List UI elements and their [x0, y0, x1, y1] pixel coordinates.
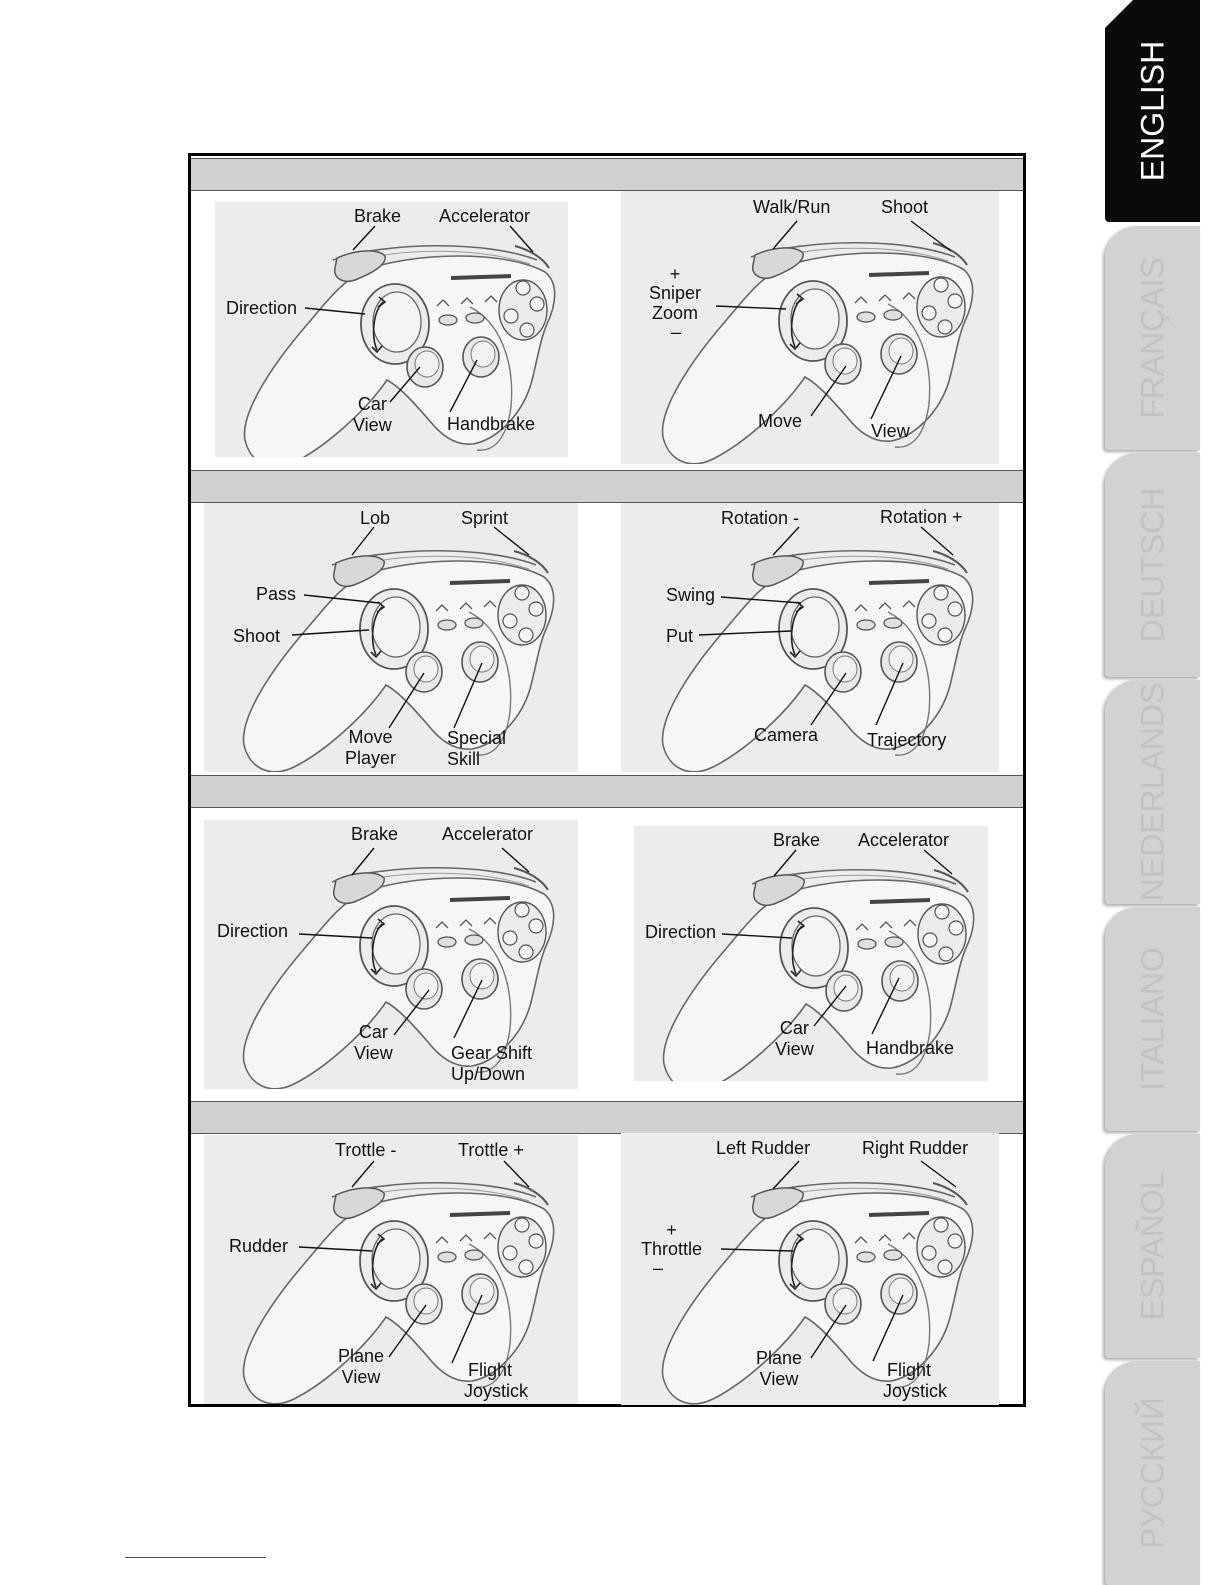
tab-espanol[interactable]: [1105, 1134, 1200, 1358]
tab-label: РУССКИЙ: [1134, 1397, 1170, 1549]
label-trottle-plus: Trottle +: [458, 1140, 524, 1160]
label-right-rudder: Right Rudder: [862, 1138, 969, 1158]
tab-russian[interactable]: [1105, 1361, 1200, 1585]
label-trajectory: Trajectory: [867, 730, 947, 750]
tab-label: ITALIANO: [1134, 947, 1170, 1091]
label-accelerator: Accelerator: [439, 206, 531, 226]
tab-english[interactable]: [1105, 0, 1200, 222]
tab-deutsch[interactable]: [1105, 453, 1200, 677]
gamepad-diagram-racing-alt: [634, 826, 988, 1081]
section-header-bar: [191, 1101, 1023, 1134]
label-special-skill: Special Skill: [447, 728, 507, 769]
tab-nederlands[interactable]: [1105, 680, 1200, 904]
label-left-rudder: Left Rudder: [716, 1138, 811, 1158]
label-view: View: [871, 421, 910, 441]
label-direction: Direction: [645, 922, 717, 942]
label-rotation-minus: Rotation -: [721, 508, 800, 528]
label-rudder: Rudder: [229, 1236, 289, 1256]
tab-label: NEDERLANDS: [1134, 682, 1170, 902]
section-header-bar: [191, 158, 1023, 191]
label-put: Put: [666, 626, 694, 646]
label-camera: Camera: [754, 725, 819, 745]
label-walk-run: Walk/Run: [753, 197, 831, 217]
label-handbrake: Handbrake: [866, 1038, 955, 1058]
label-flight-joystick: Flight Joystick: [883, 1360, 948, 1401]
label-sniper-zoom: + Sniper Zoom –: [649, 264, 702, 342]
gamepad-diagram-racing: [215, 202, 568, 457]
language-tabs: [1100, 0, 1225, 1585]
tab-label: ESPAÑOL: [1134, 1171, 1170, 1321]
label-accelerator: Accelerator: [442, 824, 534, 844]
tab-label: ENGLISH: [1134, 40, 1170, 182]
label-move: Move: [758, 411, 803, 431]
section-header-bar: [191, 470, 1023, 503]
tab-notch: [1103, 0, 1133, 30]
gamepad-diagram-flight-alt: [621, 1133, 999, 1405]
label-brake: Brake: [773, 830, 821, 850]
label-rotation-plus: Rotation +: [880, 507, 963, 527]
label-lob: Lob: [360, 508, 391, 528]
tab-label: FRANÇAIS: [1134, 257, 1170, 419]
label-gear-shift: Gear Shift Up/Down: [451, 1043, 533, 1084]
section-header-bar: [191, 775, 1023, 808]
label-shoot: Shoot: [233, 626, 281, 646]
label-trottle-minus: Trottle -: [335, 1140, 397, 1160]
label-brake: Brake: [354, 206, 402, 226]
label-flight-joystick: Flight Joystick: [464, 1360, 529, 1401]
gamepad-diagram-flight: [204, 1135, 578, 1404]
label-plane-view: Plane View: [756, 1348, 803, 1389]
label-swing: Swing: [666, 585, 716, 605]
label-car-view: Car View: [353, 394, 392, 435]
label-sprint: Sprint: [461, 508, 509, 528]
label-move-player: Move Player: [345, 727, 397, 768]
tab-label: DEUTSCH: [1134, 487, 1170, 643]
label-shoot: Shoot: [881, 197, 929, 217]
label-brake: Brake: [351, 824, 399, 844]
label-accelerator: Accelerator: [858, 830, 950, 850]
tab-francais[interactable]: [1105, 226, 1200, 450]
label-direction: Direction: [217, 921, 289, 941]
label-car-view: Car View: [775, 1018, 814, 1059]
tab-italiano[interactable]: [1105, 907, 1200, 1131]
label-throttle: + Throttle –: [641, 1220, 703, 1278]
label-plane-view: Plane View: [338, 1346, 385, 1387]
footer-divider: [125, 1557, 266, 1558]
gamepad-diagram-racing-gearshift: [204, 820, 578, 1089]
gamepad-diagram-soccer: [204, 503, 578, 772]
gamepad-diagram-golf: [621, 503, 999, 772]
label-pass: Pass: [256, 584, 297, 604]
label-handbrake: Handbrake: [447, 414, 536, 434]
label-car-view: Car View: [354, 1022, 393, 1063]
gamepad-diagram-shooter: [621, 191, 999, 464]
label-direction: Direction: [226, 298, 298, 318]
